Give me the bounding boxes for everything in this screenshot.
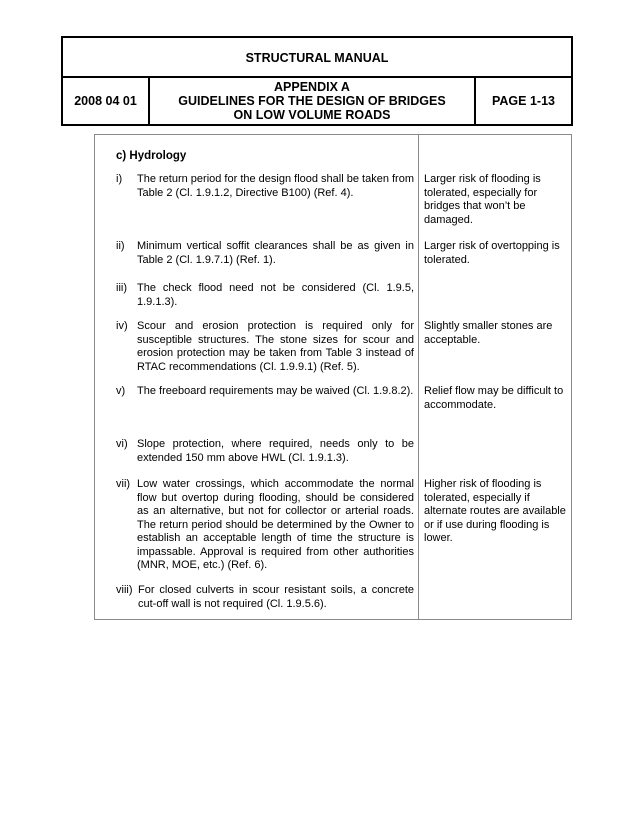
clause-item-ii (116, 240, 414, 267)
clause-text: The return period for the design flood shall be taken from Table 2 (Cl. 1.9.1.2, Directive B100) (Ref. 4). (137, 173, 414, 199)
clause-item-iii (116, 282, 414, 309)
clause-item-i (116, 173, 414, 200)
clause-text: The freeboard requirements may be waived (Cl. 1.9.8.2). (137, 385, 414, 397)
clause-text: The check flood need not be considered (Cl. 1.9.5, 1.9.1.3). (137, 282, 414, 308)
clause-number: viii) (116, 584, 133, 596)
clause-item-viii (116, 584, 414, 611)
clause-number: v) (116, 385, 126, 397)
clause-item-iv (116, 320, 414, 374)
clause-item-v (116, 385, 414, 399)
subtitle-line-1: GUIDELINES FOR THE DESIGN OF BRIDGES (178, 94, 446, 108)
clause-number: i) (116, 173, 123, 185)
clause-text: Scour and erosion protection is required only for susceptible structures. The stone sizes for scour and erosion protection may be taken from Table 3 instead of RTAC recommendations (Cl. 1.9.9.1) (Ref. 5). (137, 320, 414, 373)
clause-item-vi (116, 438, 414, 465)
clause-number: iii) (116, 282, 127, 294)
header-subtitle-block (150, 78, 476, 124)
clause-number: ii) (116, 240, 125, 252)
commentary-note: Larger risk of overtopping is tolerated. (424, 240, 560, 266)
section-title: c) Hydrology (116, 150, 187, 162)
clause-text: Low water crossings, which accommodate the normal flow but overtop during flooding, should be considered as an alternative, but not for collector or arterial roads. The return period should be determined by the Owner to establish an acceptable length of time the structure is impassable. Approval is required from other authorities (MNR, MOE, etc.) (Ref. 6). (137, 478, 414, 571)
clause-item-vii (116, 478, 414, 573)
column-divider (418, 134, 419, 620)
clause-number: vii) (116, 478, 131, 490)
subtitle-line-2: ON LOW VOLUME ROADS (233, 108, 391, 122)
document-header (61, 36, 573, 126)
commentary-note: Slightly smaller stones are acceptable. (424, 320, 553, 346)
page-number: PAGE 1-13 (492, 94, 555, 108)
clause-number: iv) (116, 320, 128, 332)
commentary-note: Higher risk of flooding is tolerated, especially if alternate routes are available or if use during flooding is lower. (424, 478, 566, 544)
clause-text: Slope protection, where required, needs only to be extended 150 mm above HWL (Cl. 1.9.1.3). (137, 438, 414, 464)
commentary-note: Larger risk of flooding is tolerated, especially for bridges that won’t be damaged. (424, 173, 541, 226)
clause-text: Minimum vertical soffit clearances shall be as given in Table 2 (Cl. 1.9.7.1) (Ref. 1). (137, 240, 414, 266)
appendix-label: APPENDIX A (274, 80, 350, 94)
manual-title: STRUCTURAL MANUAL (63, 38, 571, 78)
clause-text: For closed culverts in scour resistant soils, a concrete cut-off wall is not required (Cl. 1.9.5.6). (138, 584, 414, 610)
clause-number: vi) (116, 438, 128, 450)
commentary-note: Relief flow may be difficult to accommodate. (424, 385, 564, 411)
header-date: 2008 04 01 (63, 78, 150, 124)
